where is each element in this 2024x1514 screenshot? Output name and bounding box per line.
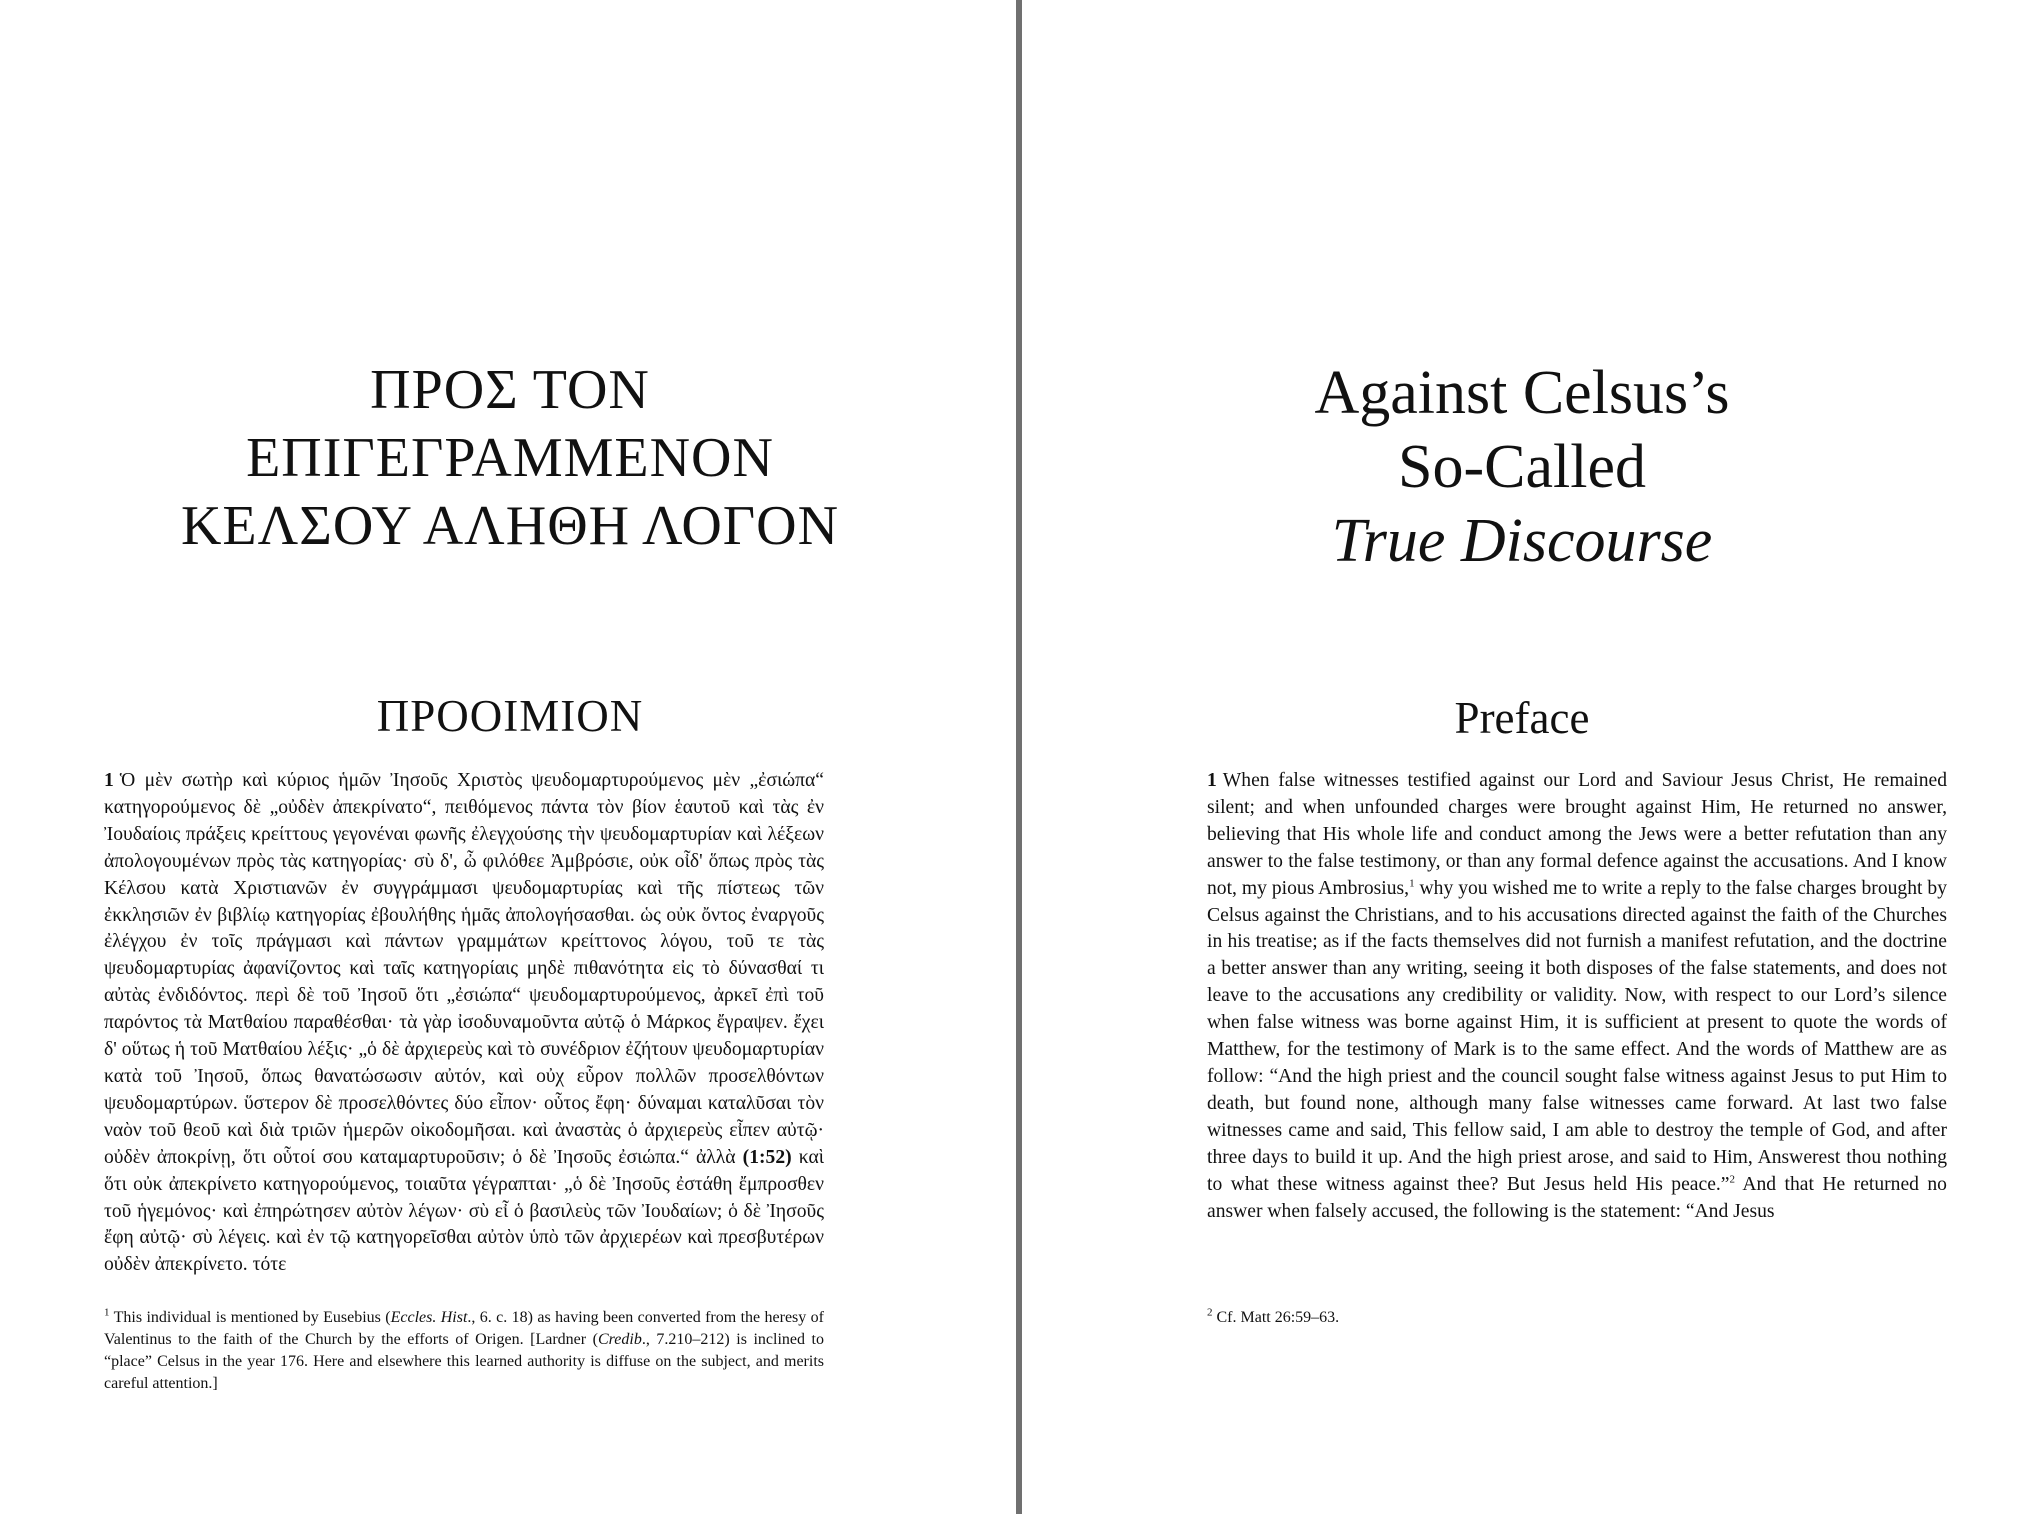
english-title-line: Against Celsus’s xyxy=(1314,359,1730,427)
footnote-italic: Credib xyxy=(597,1331,642,1348)
greek-title xyxy=(60,359,960,566)
english-title-line: So-Called xyxy=(1398,433,1646,501)
english-body-text xyxy=(1207,768,1947,1225)
greek-title-line: ΠΡΟΣ ΤΟΝ xyxy=(370,359,650,421)
right-page xyxy=(1022,0,2024,1514)
greek-body-text xyxy=(104,768,824,1279)
greek-section-heading: ΠΡΟΟΙΜΙΟΝ xyxy=(376,691,644,741)
english-title-italic: True Discourse xyxy=(1331,507,1713,575)
english-section-heading: Preface xyxy=(1454,693,1590,743)
english-body-part: When false witnesses testified against our Lord and Saviour Jesus Christ, He remained silent; and when unfounded charges were brought against Him, He returned no answer, believing that His whole life and conduct among the Jews were a better refutation than any answer to the false testimony, or than any formal defence against the accusations. And I know not, my pious Ambrosius, xyxy=(1207,770,1947,899)
english-body-part: why you wished me to write a reply to the false charges brought by Celsus against the Christians, and to his accusations directed against the faith of the Churches in his treatise; as if the facts themselves did not furnish a manifest refutation, and the doctrine a better answer than any writing, seeing it both disposes of the false statements, and does not leave to the accusations any credibility or validity. Now, with respect to our Lord’s silence when false witness was borne against Him, it is sufficient at present to quote the words of Matthew, for the testimony of Mark is to the same effect. And the words of Matthew are as follow: “And the high priest and the council sought false witness against Jesus to put Him to death, but found none, although many false witnesses came forward. At last two false witnesses came and said, This fellow said, I am able to destroy the temple of God, and after three days to build it up. And the high priest arose, and said to Him, Answerest thou nothing to what these witness against thee? But Jesus held His peace.” xyxy=(1207,877,1947,1195)
english-title xyxy=(1172,359,1872,584)
paragraph-number: 1 xyxy=(104,770,114,791)
page-reference-marker: (1:52) xyxy=(742,1146,792,1168)
footnote-reference: 2 xyxy=(1729,1173,1735,1186)
footnote-text: Cf. Matt 26:59–63. xyxy=(1212,1309,1340,1326)
footnote-reference: 1 xyxy=(1409,877,1415,890)
footnote xyxy=(104,1307,824,1395)
footnote xyxy=(1207,1307,1947,1329)
footnote-text: ., 7.210–212) is inclined to “place” Celsus in the year 176. Here and elsewhere this learned authority is diffuse on the subject, and merits careful attention.] xyxy=(104,1331,825,1392)
greek-body-part: καὶ ὅτι οὐκ ἀπεκρίνετο κατηγορούμενος, τοιαῦτα γέγραπται· „ὁ δὲ Ἰησοῦς ἐστάθη ἔμπροσθεν τοῦ ἡγεμόνος· καὶ ἐπηρώτησεν αὐτὸν λέγων· σὺ εἶ ὁ βασιλεὺς τῶν Ἰουδαίων; ὁ δὲ Ἰησοῦς ἔφη αὐτῷ· σὺ λέγεις. καὶ ἐν τῷ κατηγορεῖσθαι αὐτὸν ὑπὸ τῶν ἀρχιερέων καὶ πρεσβυτέρων οὐδὲν ἀπεκρίνετο. τότε xyxy=(104,1146,824,1276)
greek-body-part: Ὁ μὲν σωτὴρ καὶ κύριος ἡμῶν Ἰησοῦς Χριστὸς ψευδομαρτυρούμενος μὲν „ἐσιώπα“ κατηγορούμενος δὲ „οὐδὲν ἀπεκρίνατο“, πειθόμενος πάντα τὸν βίον ἑαυτοῦ καὶ τὰς ἐν Ἰουδαίοις πράξεις κρείττους γεγονέναι φωνῆς ἐλεγχούσης τὴν ψευδομαρτυρίαν καὶ λέξεων ἀπολογουμένων πρὸς τὰς κατηγορίας· σὺ δ', ὦ φιλόθεε Ἀμβρόσιε, οὐκ οἶδ' ὅπως πρὸς τὰς Κέλσου κατὰ Χριστιανῶν ἐν συγγράμμασι ψευδομαρτυρίας καὶ τῆς πίστεως τῶν ἐκκλησιῶν ἐν βιβλίῳ κατηγορίας ἐβουλήθης ἡμᾶς ἀπολογήσασθαι. ὡς οὐκ ὄντος ἐναργοῦς ἐλέγχου ἐν τοῖς πράγμασι καὶ πάντων γραμμάτων κρείττονος λόγου, τοῦ τε τὰς ψευδομαρτυρίας ἀφανίζοντος καὶ ταῖς κατηγορίαις μηδὲ πιθανότητα εἰς τὸ δύνασθαί τι αὐτὰς ἐνδιδόντος. περὶ δὲ τοῦ Ἰησοῦ ὅτι „ἐσιώπα“ ψευδομαρτυρούμενος, ἀρκεῖ ἐπὶ τοῦ παρόντος τὰ Ματθαίου παραθέσθαι· τὰ γὰρ ἰσοδυναμοῦντα αὐτῷ ὁ Μάρκος ἔγραψεν. ἔχει δ' οὕτως ἡ τοῦ Ματθαίου λέξις· „ὁ δὲ ἀρχιερεὺς καὶ τὸ συνέδριον ἐζήτουν ψευδομαρτυρίαν κατὰ τοῦ Ἰησοῦ, ὅπως θανατώσωσιν αὐτόν, καὶ οὐχ εὗρον πολλῶν προσελθόντων ψευδομαρτύρων. ὕστερον δὲ προσελθόντες δύο εἶπον· οὗτος ἔφη· δύναμαι καταλῦσαι τὸν ναὸν τοῦ θεοῦ καὶ διὰ τριῶν ἡμερῶν οἰκοδομῆσαι. καὶ ἀναστὰς ὁ ἀρχιερεὺς εἶπεν αὐτῷ· οὐδὲν ἀποκρίνῃ, ὅτι οὗτοί σου καταμαρτυροῦσιν; ὁ δὲ Ἰησοῦς ἐσιώπα.“ ἀλλὰ xyxy=(104,770,824,1168)
paragraph-number: 1 xyxy=(1207,770,1217,791)
footnote-text: This individual is mentioned by Eusebius ( xyxy=(113,1309,391,1326)
english-body-part: And that He returned no answer when falsely accused, the following is the statement: “And Jesus xyxy=(1207,1173,1947,1222)
footnote-text: ., 6. c. 18) as having been converted from the heresy of Valentinus to the faith of the Church by the efforts of Origen. [Lardner ( xyxy=(104,1309,825,1348)
greek-title-line: ΚΕΛΣΟΥ ΑΛΗΘΗ ΛΟΓΟΝ xyxy=(180,495,840,557)
footnote-marker: 2 xyxy=(1207,1306,1213,1319)
greek-title-line: ΕΠΙΓΕΓΡΑΜΜΕΝΟΝ xyxy=(246,427,774,489)
footnote-italic: Eccles. Hist xyxy=(390,1309,468,1326)
footnote-marker: 1 xyxy=(104,1306,110,1319)
